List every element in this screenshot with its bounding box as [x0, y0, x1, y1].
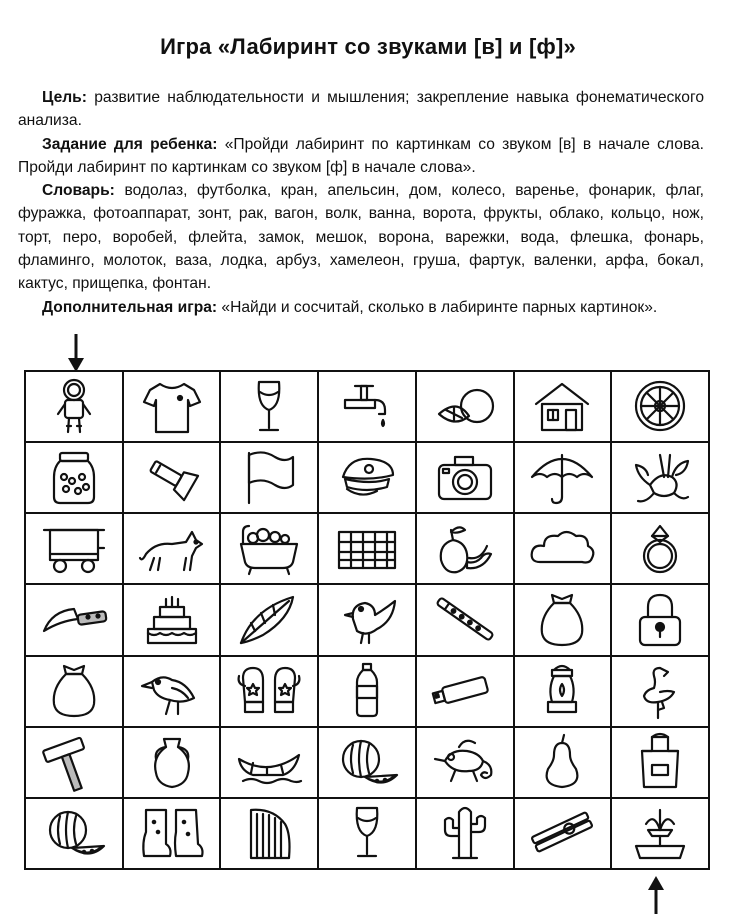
harp-icon: [233, 802, 305, 864]
maze-grid: [24, 370, 710, 870]
flamingo-icon: [624, 660, 696, 722]
maze-cell: [221, 372, 319, 443]
maze-cell: [612, 372, 710, 443]
maze-cell: [319, 657, 417, 728]
crayfish-icon: [624, 447, 696, 509]
flute-icon: [429, 589, 501, 651]
maze-cell: [515, 443, 613, 514]
goal-label: Цель:: [42, 89, 87, 106]
arrow-down-icon: [66, 334, 86, 374]
wineglass-icon: [331, 802, 403, 864]
apron-icon: [624, 731, 696, 793]
page-title: Игра «Лабиринт со звуками [в] и [ф]»: [160, 34, 576, 59]
maze-cell: [612, 514, 710, 585]
padlock-icon: [624, 589, 696, 651]
hammer-icon: [38, 731, 110, 793]
maze-cell: [417, 657, 515, 728]
maze-cell: [612, 657, 710, 728]
vocabulary-paragraph: [18, 179, 704, 295]
cap-icon: [331, 447, 403, 509]
maze-cell: [124, 443, 222, 514]
extra-game-paragraph: [18, 296, 704, 319]
goal-text: развитие наблюдательности и мышления; закрепление навыка фонематического анализа.: [18, 89, 704, 130]
maze-cell: [26, 443, 124, 514]
fountain-icon: [624, 802, 696, 864]
maze-cell: [221, 585, 319, 656]
cactus-icon: [429, 802, 501, 864]
task-label: Задание для ребенка:: [42, 135, 218, 153]
usb-flash-icon: [429, 660, 501, 722]
tshirt-icon: [136, 376, 208, 438]
maze-cell: [612, 443, 710, 514]
maze-cell: [417, 728, 515, 799]
maze-cell: [515, 585, 613, 656]
mittens-icon: [233, 660, 305, 722]
extra-game-text: «Найди и сосчитай, сколько в лабиринте парных картинок».: [217, 298, 658, 316]
wheel-icon: [624, 376, 696, 438]
maze-cell: [515, 514, 613, 585]
cake-icon: [136, 589, 208, 651]
wineglass-icon: [233, 376, 305, 438]
faucet-icon: [331, 376, 403, 438]
pear-icon: [526, 731, 598, 793]
water-bottle-icon: [331, 660, 403, 722]
maze-cell: [221, 728, 319, 799]
maze-cell: [221, 443, 319, 514]
maze-cell: [515, 728, 613, 799]
maze-cell: [26, 657, 124, 728]
wagon-icon: [38, 518, 110, 580]
knife-icon: [38, 589, 110, 651]
maze-cell: [417, 585, 515, 656]
feather-icon: [233, 589, 305, 651]
maze-cell: [26, 514, 124, 585]
maze-cell: [26, 372, 124, 443]
orange-icon: [429, 376, 501, 438]
jam-jar-icon: [38, 447, 110, 509]
vocabulary-text: водолаз, футболка, кран, апельсин, дом, колесо, варенье, фонарик, флаг, фуражка, фотоаппарат, зонт, рак, вагон, волк, ванна, ворота, фрукты, облако, кольцо, нож, торт, перо, воробей, флейта, замок, мешок, ворона, варежки, вода, флешка, фонарь, фламинго, молоток, ваза, лодка, арбуз, хамелеон, груша, фартук, валенки, арфа, бокал, кактус, прищепка, фонтан.: [18, 182, 704, 293]
maze-cell: [515, 799, 613, 870]
maze-cell: [319, 728, 417, 799]
maze-cell: [417, 799, 515, 870]
goal-icon: [331, 518, 403, 580]
maze-cell: [124, 799, 222, 870]
fruits-icon: [429, 518, 501, 580]
arrow-up-icon: [646, 874, 666, 914]
cloud-icon: [526, 518, 598, 580]
lantern-icon: [526, 660, 598, 722]
chameleon-icon: [429, 731, 501, 793]
maze-cell: [124, 657, 222, 728]
camera-icon: [429, 447, 501, 509]
vocabulary-label: Словарь:: [42, 182, 115, 200]
maze-cell: [124, 514, 222, 585]
maze-cell: [124, 585, 222, 656]
task-text: «Пройди лабиринт по картинкам со звуком [в] в начале слова. Пройди лабиринт по картинкам со звуком [ф] в начале слова».: [18, 135, 704, 176]
flag-icon: [233, 447, 305, 509]
bathtub-icon: [233, 518, 305, 580]
maze-cell: [515, 372, 613, 443]
wolf-icon: [136, 518, 208, 580]
flashlight-icon: [136, 447, 208, 509]
goal-paragraph: [18, 86, 704, 133]
maze-cell: [221, 514, 319, 585]
maze-cell: [124, 728, 222, 799]
diver-icon: [38, 376, 110, 438]
felt-boots-icon: [136, 802, 208, 864]
maze-cell: [319, 443, 417, 514]
instructions: [18, 86, 704, 319]
crow-icon: [136, 660, 208, 722]
maze-cell: [319, 514, 417, 585]
maze-cell: [612, 585, 710, 656]
maze-cell: [26, 728, 124, 799]
ring-icon: [624, 518, 696, 580]
extra-game-label: Дополнительная игра:: [42, 298, 218, 316]
maze-cell: [319, 799, 417, 870]
house-icon: [526, 376, 598, 438]
clothespin-icon: [526, 802, 598, 864]
sparrow-icon: [331, 589, 403, 651]
maze-cell: [221, 657, 319, 728]
maze-cell: [26, 799, 124, 870]
watermelon-icon: [331, 731, 403, 793]
sack-icon: [38, 660, 110, 722]
task-paragraph: [18, 133, 704, 180]
boat-icon: [233, 731, 305, 793]
sack-icon: [526, 589, 598, 651]
maze-cell: [612, 799, 710, 870]
maze-cell: [26, 585, 124, 656]
maze-cell: [612, 728, 710, 799]
watermelon-icon: [38, 802, 110, 864]
maze-cell: [319, 585, 417, 656]
umbrella-icon: [526, 447, 598, 509]
maze-cell: [417, 372, 515, 443]
maze-cell: [515, 657, 613, 728]
vase-icon: [136, 731, 208, 793]
maze-cell: [417, 514, 515, 585]
maze-cell: [221, 799, 319, 870]
maze-cell: [319, 372, 417, 443]
maze-cell: [124, 372, 222, 443]
maze-cell: [417, 443, 515, 514]
